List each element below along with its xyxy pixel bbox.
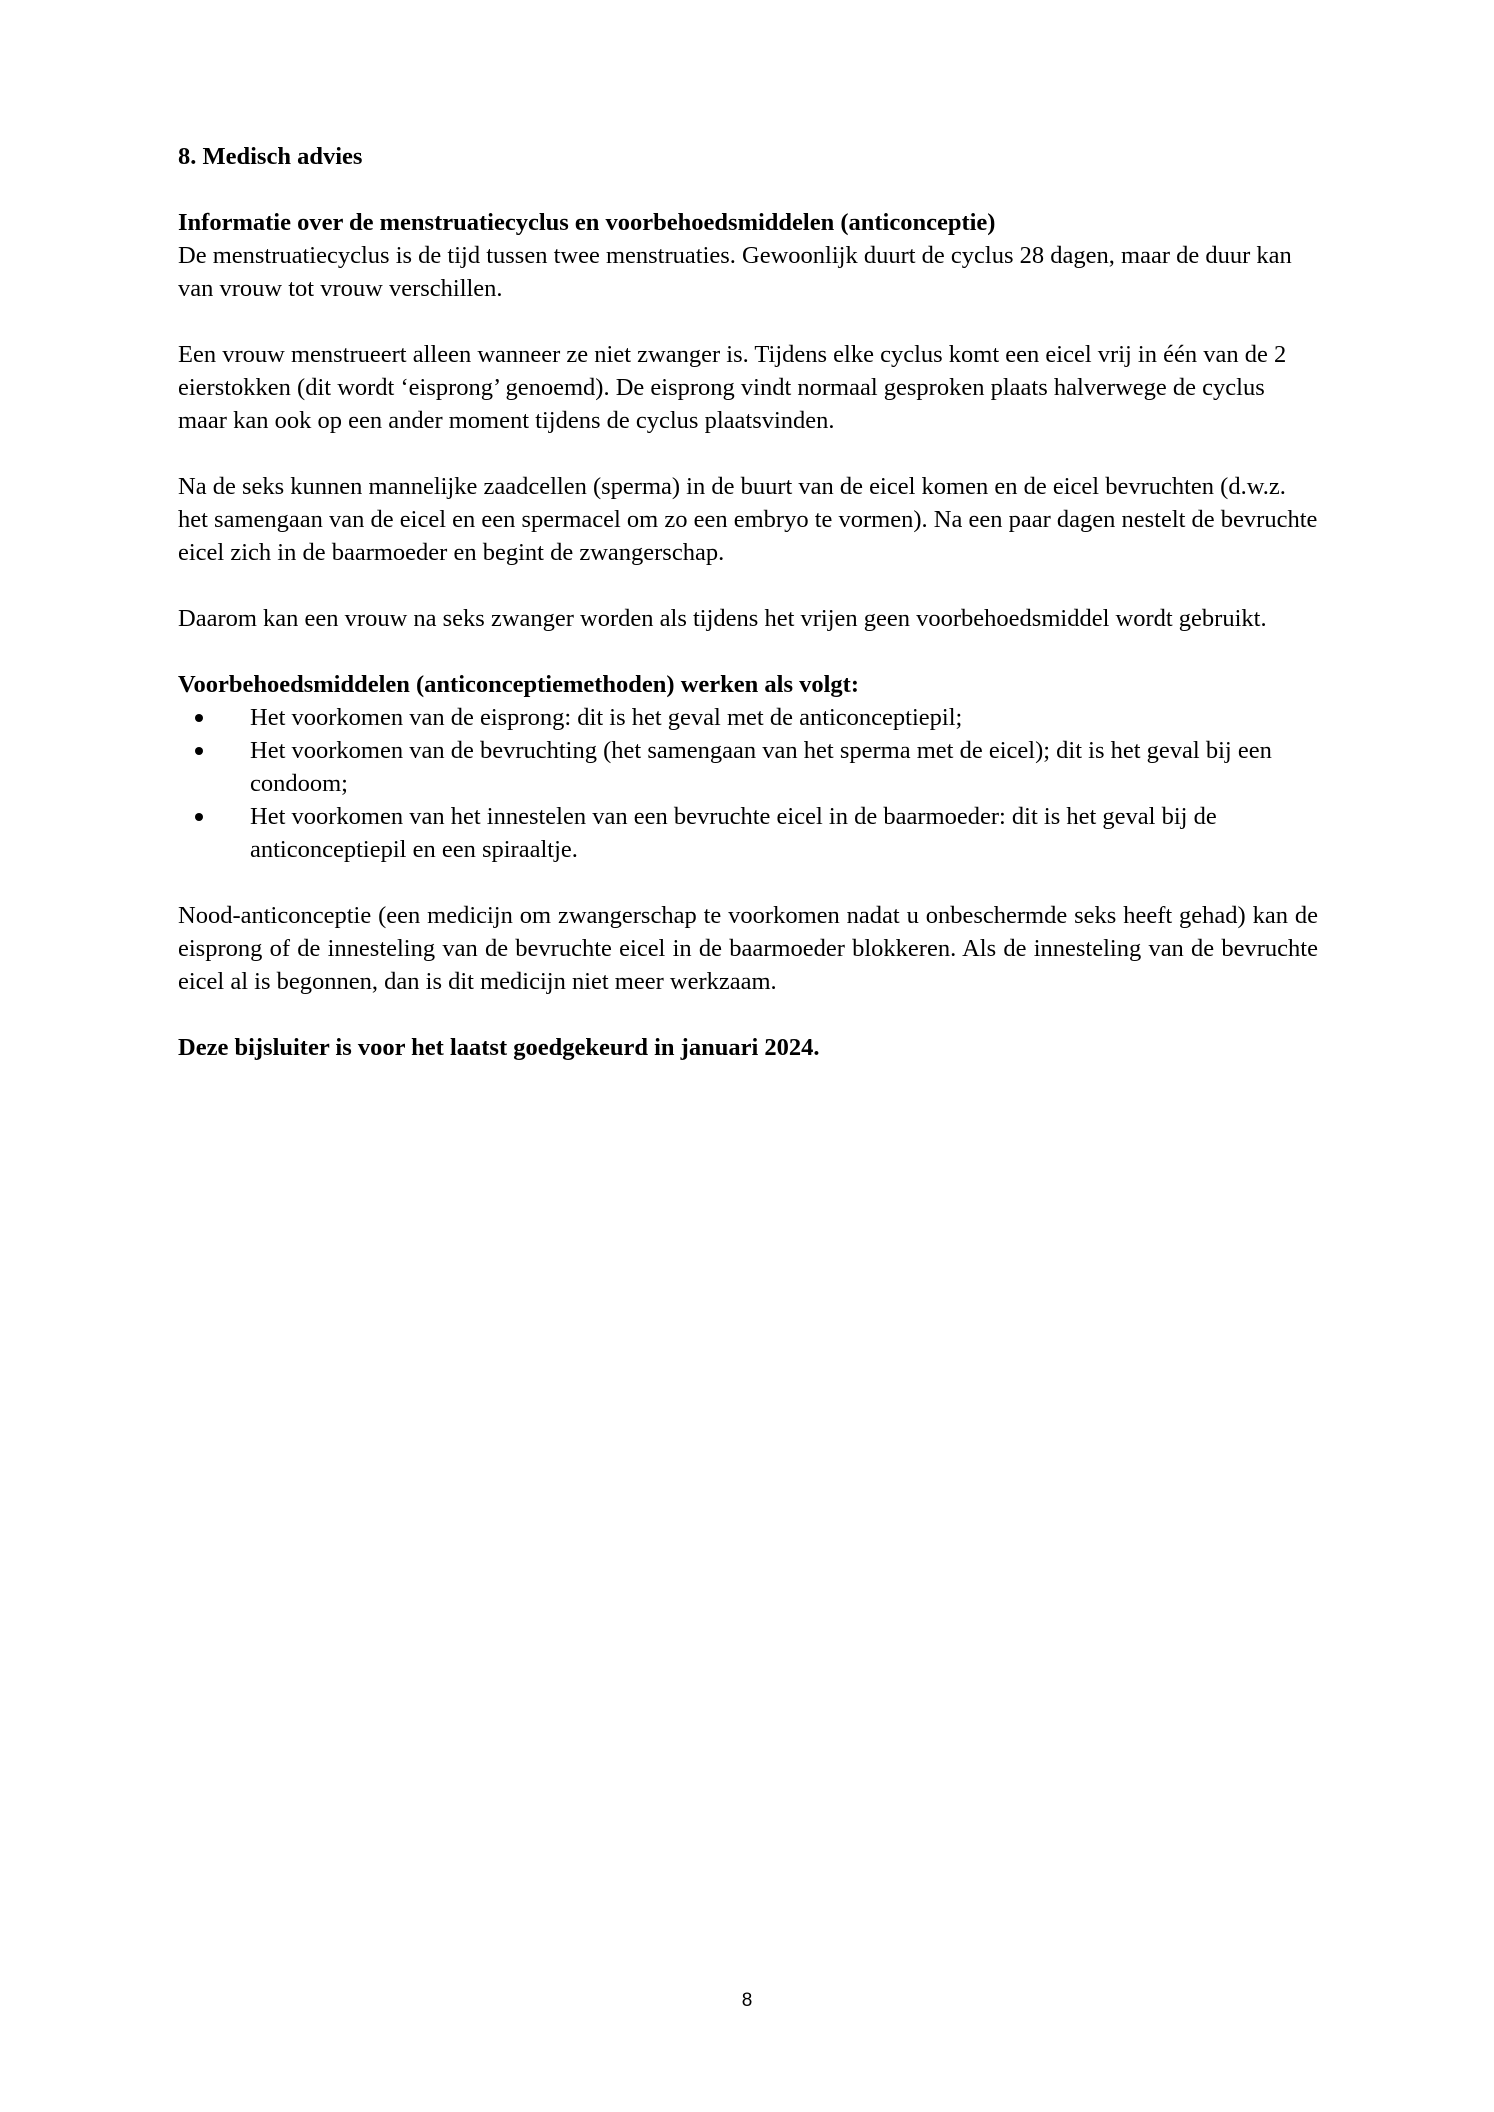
info-heading: Informatie over de menstruatiecyclus en voorbehoedsmiddelen (anticonceptie) (178, 209, 996, 236)
list-item (178, 800, 1318, 866)
list-item-text: Het voorkomen van de eisprong: dit is het geval met de anticonceptiepil; (250, 704, 963, 731)
bullet-icon (195, 714, 203, 722)
paragraph-fertilization: Na de seks kunnen mannelijke zaadcellen (sperma) in de buurt van de eicel komen en de eicel bevruchten (d.w.z. het samengaan van de eicel en een spermacel om zo een embryo te vormen). Na een paar dagen nestelt de bevruchte eicel zich in de baarmoeder en begint de zwangerschap. (178, 473, 1318, 566)
approval-note: Deze bijsluiter is voor het laatst goedgekeurd in januari 2024. (178, 1034, 820, 1061)
list-item-text: Het voorkomen van de bevruchting (het samengaan van het sperma met de eicel); dit is het geval bij een condoom; (250, 737, 1272, 797)
page-number: 8 (741, 1990, 753, 2011)
methods-heading: Voorbehoedsmiddelen (anticonceptiemethoden) werken als volgt: (178, 671, 859, 698)
paragraph-emergency-contraception: Nood-anticonceptie (een medicijn om zwangerschap te voorkomen nadat u onbeschermde seks heeft gehad) kan de eisprong of de innesteling van de bevruchte eicel in de baarmoeder blokkeren. Als de innesteling van de bevruchte eicel al is begonnen, dan is dit medicijn niet meer werkzaam. (178, 902, 1318, 995)
list-item (178, 734, 1318, 800)
methods-list (178, 701, 1318, 866)
list-item (178, 701, 1318, 734)
bullet-icon (195, 747, 203, 755)
document-page (178, 140, 1318, 1064)
bullet-icon (195, 813, 203, 821)
paragraph-pregnancy-risk: Daarom kan een vrouw na seks zwanger worden als tijdens het vrijen geen voorbehoedsmiddel wordt gebruikt. (178, 605, 1267, 632)
paragraph-ovulation: Een vrouw menstrueert alleen wanneer ze niet zwanger is. Tijdens elke cyclus komt een eicel vrij in één van de 2 eierstokken (dit wordt ‘eisprong’ genoemd). De eisprong vindt normaal gesproken plaats halverwege de cyclus maar kan ook op een ander moment tijdens de cyclus plaatsvinden. (178, 341, 1287, 434)
list-item-text: Het voorkomen van het innestelen van een bevruchte eicel in de baarmoeder: dit is het geval bij de anticonceptiepil en een spiraaltje. (250, 803, 1217, 863)
paragraph-cycle: De menstruatiecyclus is de tijd tussen twee menstruaties. Gewoonlijk duurt de cyclus 28 dagen, maar de duur kan van vrouw tot vrouw verschillen. (178, 242, 1292, 302)
section-title: 8. Medisch advies (178, 143, 363, 170)
